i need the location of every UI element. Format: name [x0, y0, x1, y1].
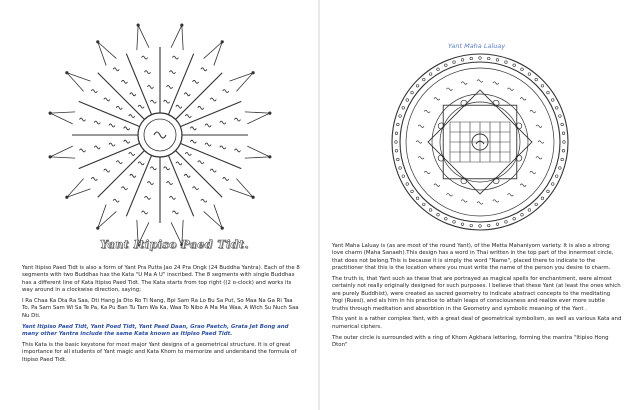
right-paragraph-3: This yant is a rather complex Yant, with a great deal of geometrical symbolism, as well as various Kata and numerical ciphers.: [332, 316, 622, 330]
left-kata-text: I Ra Chaa Ka Dta Ra Saa, Dti Hang Ja Dto Ro Ti Nang, Bpi Sam Ra Lo Bu Sa Put, So Maa Na Ga Ri Taa To, Pa Sam Sam Wi Sa Te Pa, Ka Pu Ban Tu Tam Wa Ka, Waa To Nibo A Ma Ma Waa, A Wich Su Nuch Saa Nu Dti.: [22, 298, 299, 319]
left-page: [0, 0, 318, 410]
right-paragraph-4: The outer circle is surrounded with a ring of Khom Agkhara lettering, forming the mantra "Itipiso Hong Dton": [332, 334, 609, 349]
yant-maha-laluay-diagram: [320, 50, 640, 240]
right-figure-title: Yant Maha Laluay: [448, 42, 506, 50]
left-body-text: [22, 265, 300, 367]
right-paragraph-1: Yant Maha Laluay is (as are most of the round Yant), of the Metta Mahaniyom variety. It is also a strong love charm (Maha Sanaeh).This design has a word in Thai written in the top part of the innermost circle, that does not belong.This is because it is simply the word "Name", placed there to indicate to the practitioner that this is the location where you must write the name of the person you desire to charm.: [332, 243, 614, 272]
left-paragraph-2: This Kata is the basic keystone for most major Yant designs of a geometrical structure. It is of great importance for all students of Yant magic and Kata Khom to memorize and understand the formula of Itipiso Paed Tidt.: [22, 341, 297, 363]
right-page: [320, 0, 640, 410]
left-figure-title: Yant Itipiso Paed Tidt.: [100, 238, 249, 251]
left-paragraph-1: Yant Itipiso Paed Tidt is also a form of Yant Pra Putta Jao 24 Pra Ongk (24 Buddha Yantra). Each of the 8 segments with two Buddhas has the Kata "U Ma A U" inscribed. The 8 segments with single Buddhas has a different line of Kata Itipiso Paed Tidt. The Kata starts from top right ((2 o-clock) and works its way around in a clockwise direction, saying;: [22, 265, 300, 294]
yant-itipiso-paed-tidt-diagram: [0, 0, 318, 250]
right-paragraph-2: The truth is, that Yant such as these that are portrayed as magical spells for enchantment, were almost certainly not really originally designed for such purposes. I believe that these Yant (at least the ones which are purely Buddhist), were created as sacred geometry to indicate abstract concepts to the meditating Yogi (Ruesi), and als him in his practice to attain leaps of consciousness and realize ever more subtle truths through meditation and absorbtion in the Geometry and symbolic meaning of the Yant .: [332, 276, 621, 312]
right-body-text: [332, 243, 622, 353]
left-highlight-text: Yant Itipiso Paed Tidt, Yant Poed Tidt, Yant Paed Daan, Grao Paetch, Grata Jet Bong and many other Yantra include the same Kata known as Itipiso Paed Tidt.: [22, 323, 289, 338]
